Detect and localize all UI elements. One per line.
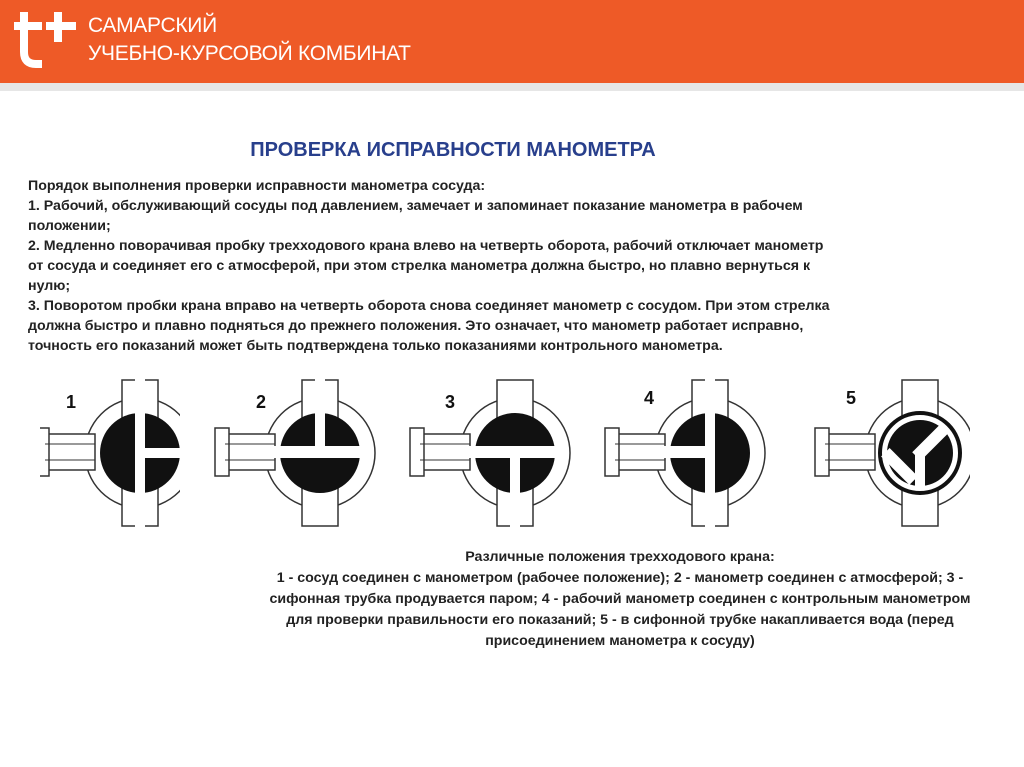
- caption-line: сифонная трубка продувается паром; 4 - рабочий манометр соединен с контрольным манометром: [269, 591, 971, 607]
- body-line: 3. Поворотом пробки крана вправо на четверть оборота снова соединяет манометр с сосудом. При этом стрелка: [28, 298, 830, 314]
- slide-title: ПРОВЕРКА ИСПРАВНОСТИ МАНОМЕТРА: [250, 139, 656, 161]
- diagram-label: 5: [846, 388, 857, 408]
- diagram-label: 4: [644, 388, 655, 408]
- body-line: от сосуда и соединяет его с атмосферой, при этом стрелка манометра должна быстро, но плавно вернуться к: [28, 258, 811, 274]
- body-line: должна быстро и плавно подняться до прежнего положения. Это означает, что манометр работает исправно,: [28, 318, 804, 334]
- body-line: нулю;: [28, 278, 71, 294]
- body-line: точность его показаний может быть подтверждена только показаниями контрольного манометра.: [28, 338, 723, 354]
- body-line: положении;: [28, 218, 111, 234]
- caption-line: Различные положения трехходового крана:: [465, 549, 775, 565]
- header-bar: [0, 0, 1024, 83]
- body-line: Порядок выполнения проверки исправности манометра сосуда:: [28, 178, 486, 194]
- caption-line: для проверки правильности его показаний; 5 - в сифонной трубке накапливается вода (перед: [286, 612, 954, 628]
- valve-diagram-4: [600, 378, 770, 528]
- valve-diagram-3: [405, 378, 575, 528]
- valve-diagram-1: [40, 378, 180, 528]
- diagram-label: 3: [445, 392, 456, 412]
- brand-line-1: САМАРСКИЙ: [88, 14, 217, 37]
- header-shadow: [0, 83, 1024, 91]
- valve-diagram-2: [210, 378, 380, 528]
- caption-line: 1 - сосуд соединен с манометром (рабочее положение); 2 - манометр соединен с атмосферой; 3 -: [276, 570, 964, 586]
- body-line: 1. Рабочий, обслуживающий сосуды под давлением, замечает и запоминает показание манометра в рабочем: [28, 198, 803, 214]
- caption-line: присоединением манометра к сосуду): [485, 633, 755, 649]
- logo-icon: [12, 8, 82, 70]
- diagram-label: 2: [256, 392, 267, 412]
- body-line: 2. Медленно поворачивая пробку трехходового крана влево на четверть оборота, рабочий отключает манометр: [28, 238, 824, 254]
- brand-line-2: УЧЕБНО-КУРСОВОЙ КОМБИНАТ: [88, 42, 411, 65]
- valve-diagram-5: [810, 378, 970, 528]
- diagram-label: 1: [66, 392, 77, 412]
